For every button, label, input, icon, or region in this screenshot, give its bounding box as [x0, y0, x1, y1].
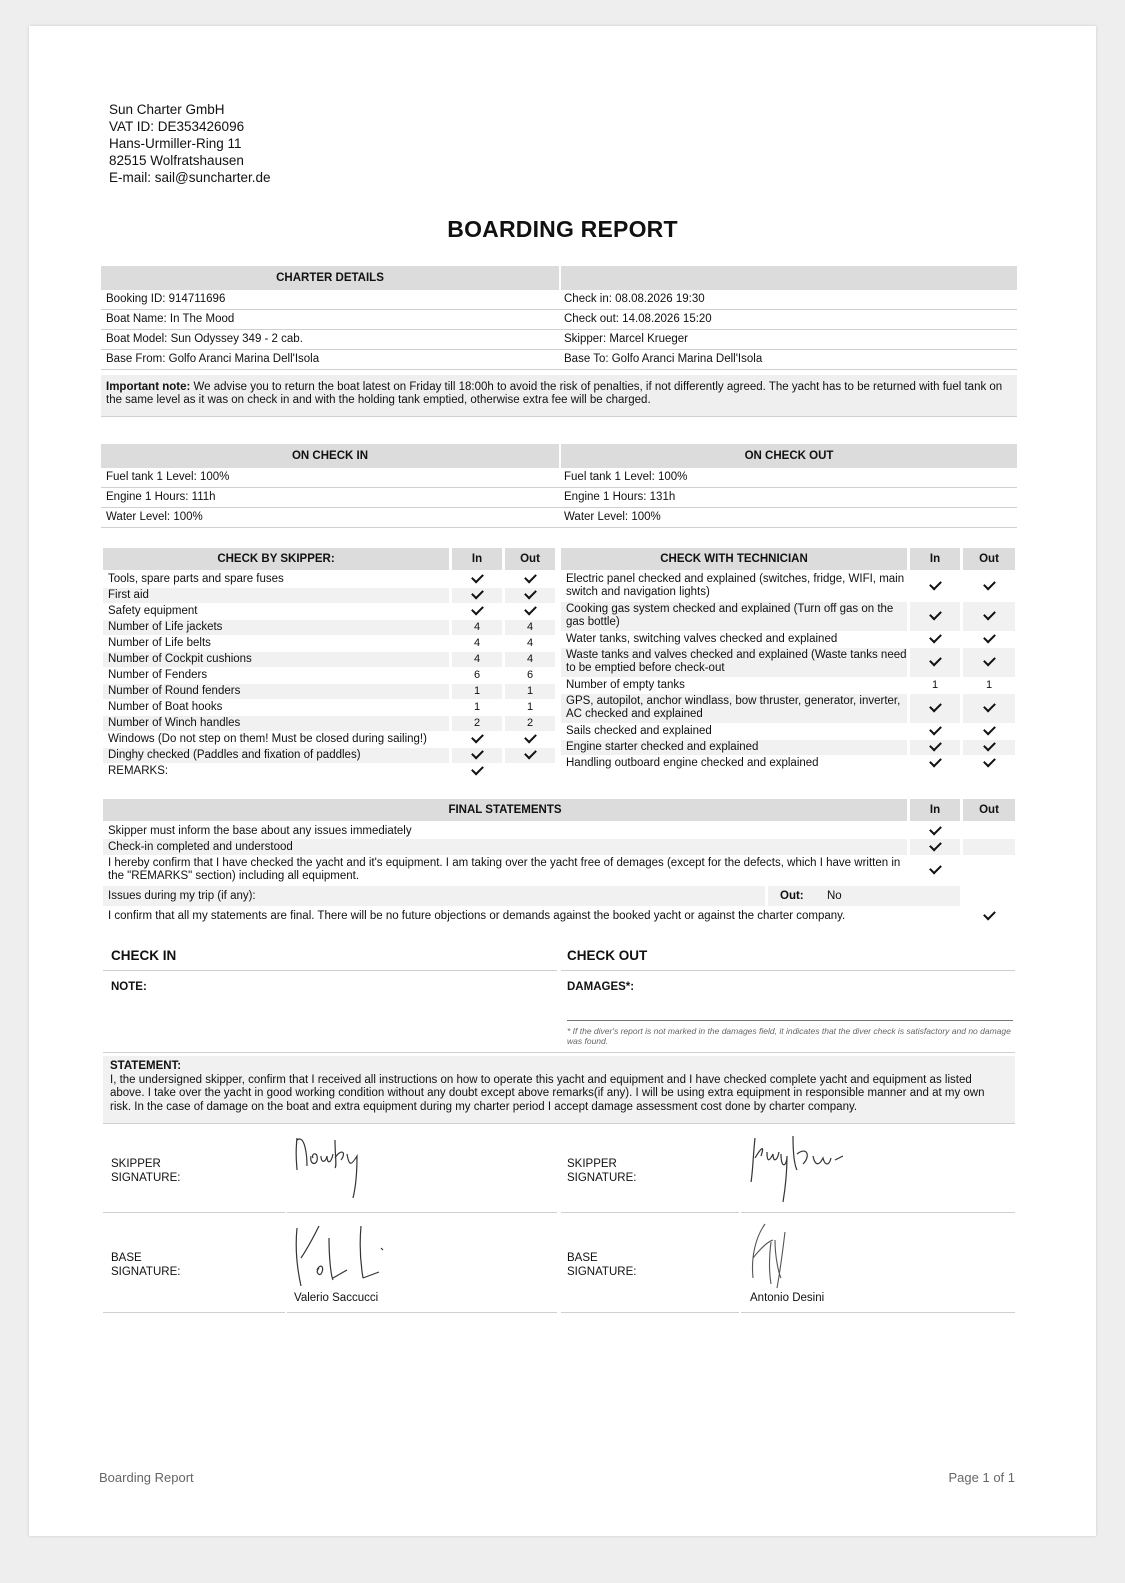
final-statement-1-in [910, 823, 960, 839]
footer-page-number: Page 1 of 1 [948, 1470, 1015, 1485]
check-row-out [505, 572, 555, 587]
check-row-in: 6 [473, 669, 481, 681]
check-icon [983, 908, 996, 921]
check-icon [983, 578, 996, 591]
check-row-label: Dinghy checked (Paddles and fixation of paddles) [103, 748, 449, 763]
skipper-signature-in-image [291, 1126, 381, 1206]
check-row-label: Sails checked and explained [566, 725, 712, 737]
check-row-out [963, 648, 1015, 677]
skipper-signature-label-line-1: SKIPPER [567, 1158, 617, 1170]
charter-details-heading-blank [561, 266, 1017, 290]
check-row-label: Tools, spare parts and spare fuses [108, 573, 284, 585]
base-signature-label-out [567, 1251, 636, 1279]
check-row-out: 1 [505, 684, 555, 699]
check-row-label: Number of Fenders [108, 669, 208, 681]
final-statement-4: I confirm that all my statements are final. There will be no future objections or demands against the booked yacht or against the charter company. [108, 910, 846, 922]
check-row-in [452, 588, 502, 603]
check-icon [524, 747, 537, 760]
check-icon [983, 654, 996, 667]
check-row-in [910, 724, 960, 739]
check-row-out [963, 632, 1015, 647]
report-page [29, 26, 1096, 1536]
company-name: Sun Charter GmbH [109, 102, 225, 117]
base-signature-out-image [745, 1218, 815, 1294]
divider [561, 970, 1015, 971]
base-signature-out-name: Antonio Desini [750, 1292, 825, 1304]
damages-line [567, 1020, 1013, 1021]
divider [741, 1312, 1015, 1313]
check-row-out [505, 748, 555, 763]
detail-row: Engine 1 Hours: 131h [559, 488, 1017, 508]
check-row-in [910, 632, 960, 647]
check-icon [929, 700, 942, 713]
final-col-in: In [910, 799, 960, 821]
technician-check-heading: CHECK WITH TECHNICIAN [561, 548, 907, 570]
check-row-out [505, 604, 555, 619]
check-icon [983, 631, 996, 644]
skipper-col-out: Out [505, 548, 555, 570]
statement-label: STATEMENT: [110, 1060, 182, 1072]
company-info [109, 101, 271, 186]
check-icon [929, 862, 942, 875]
skipper-signature-label-line-1: SKIPPER [111, 1158, 161, 1170]
check-row-in: 1 [473, 701, 481, 713]
check-icon [524, 571, 537, 584]
check-icon [471, 731, 484, 744]
skipper-signature-label-in [111, 1157, 180, 1185]
check-icon [929, 654, 942, 667]
check-row-out: 6 [526, 669, 534, 681]
skipper-col-in: In [452, 548, 502, 570]
check-in-section-title: CHECK IN [111, 948, 177, 963]
check-row-label: Number of Round fenders [103, 684, 449, 699]
base-signature-label-line-2: SIGNATURE: [567, 1266, 637, 1278]
divider [741, 1212, 1015, 1213]
check-row-label: Handling outboard engine checked and explained [566, 757, 819, 769]
divider [561, 1212, 739, 1213]
check-row-out [505, 764, 555, 779]
check-icon [929, 631, 942, 644]
check-icon [983, 755, 996, 768]
check-icon [983, 723, 996, 736]
check-icon [983, 700, 996, 713]
check-row-out [505, 732, 555, 747]
check-row-label: Number of Life jackets [103, 620, 449, 635]
check-icon [471, 603, 484, 616]
check-row-label: REMARKS: [108, 765, 169, 777]
check-row-label: Safety equipment [108, 605, 198, 617]
check-icon [929, 823, 942, 836]
check-icon [471, 763, 484, 776]
check-row-out [505, 588, 555, 603]
detail-row: Check in: 08.08.2026 19:30 [559, 290, 1017, 310]
check-row-in [910, 572, 960, 601]
important-note [101, 375, 1017, 417]
final-statement-2-out [963, 839, 1015, 855]
technician-col-in: In [910, 548, 960, 570]
check-row-in [452, 748, 502, 763]
check-icon [983, 608, 996, 621]
final-statement-2: Check-in completed and understood [103, 839, 907, 855]
check-icon [471, 747, 484, 760]
skipper-signature-label-line-2: SIGNATURE: [111, 1172, 181, 1184]
final-statements-heading: FINAL STATEMENTS [103, 799, 907, 821]
on-check-out-heading: ON CHECK OUT [561, 444, 1017, 468]
check-row-in: 2 [452, 716, 502, 731]
check-row-label: Number of Winch handles [103, 716, 449, 731]
detail-row: Water Level: 100% [559, 508, 1017, 528]
check-row-label: Number of Cockpit cushions [103, 652, 449, 667]
page-title: BOARDING REPORT [447, 216, 678, 242]
check-out-section-title: CHECK OUT [567, 948, 648, 963]
technician-col-out: Out [963, 548, 1015, 570]
check-row-label: Waste tanks and valves checked and explained (Waste tanks need to be emptied before check-out [561, 648, 907, 677]
final-statement-3-in [910, 855, 960, 885]
check-row-label: First aid [103, 588, 449, 603]
check-row-in [910, 602, 960, 631]
check-icon [983, 739, 996, 752]
important-note-text: We advise you to return the boat latest on Friday till 18:00h to avoid the risk of penalties, if not differently agreed. The yacht has to be returned with fuel tank on the same level as it was on check in and with the holding tank emptied, otherwise extra fee will be charged. [106, 381, 1003, 406]
check-row-in [452, 732, 502, 747]
check-icon [929, 755, 942, 768]
base-signature-label-in [111, 1251, 180, 1279]
statement-box [103, 1056, 1015, 1124]
check-icon [929, 578, 942, 591]
check-row-label: Electric panel checked and explained (switches, fridge, WIFI, main switch and navigation lights) [566, 573, 905, 598]
check-row-in: 4 [452, 652, 502, 667]
detail-row: Water Level: 100% [101, 508, 559, 528]
check-row-in [910, 756, 960, 771]
detail-row: Engine 1 Hours: 111h [101, 488, 559, 508]
check-icon [929, 739, 942, 752]
check-row-out: 1 [526, 701, 534, 713]
charter-details-heading: CHARTER DETAILS [101, 266, 559, 290]
base-signature-label-line-1: BASE [111, 1252, 142, 1264]
divider [103, 1052, 1015, 1053]
divider [103, 970, 557, 971]
check-icon [929, 723, 942, 736]
issues-out-label: Out: [780, 890, 804, 902]
on-check-in-heading: ON CHECK IN [101, 444, 559, 468]
check-row-label: Number of empty tanks [566, 679, 685, 691]
check-row-in [452, 764, 502, 779]
check-row-in [452, 604, 502, 619]
check-icon [524, 603, 537, 616]
check-row-out [963, 724, 1015, 739]
check-row-in [452, 572, 502, 587]
check-row-label: Number of Life belts [108, 637, 211, 649]
check-row-out: 4 [505, 620, 555, 635]
check-row-out [963, 602, 1015, 631]
note-label: NOTE: [111, 981, 147, 993]
check-row-label: Engine starter checked and explained [561, 740, 907, 755]
divider [103, 1312, 285, 1313]
issues-out-value: No [827, 890, 842, 902]
detail-row: Boat Model: Sun Odyssey 349 - 2 cab. [101, 330, 559, 350]
check-row-in: 4 [473, 637, 481, 649]
company-vat: VAT ID: DE353426096 [109, 119, 245, 134]
check-in-levels [101, 468, 559, 528]
check-icon [471, 587, 484, 600]
base-signature-label-line-1: BASE [567, 1252, 598, 1264]
divider [103, 1212, 285, 1213]
divider [561, 1312, 739, 1313]
detail-row: Booking ID: 914711696 [101, 290, 559, 310]
company-email: E-mail: sail@suncharter.de [109, 170, 271, 185]
detail-row: Base To: Golfo Aranci Marina Dell'Isola [559, 350, 1017, 370]
detail-row: Boat Name: In The Mood [101, 310, 559, 330]
check-row-label: Windows (Do not step on them! Must be closed during sailing!) [108, 733, 427, 745]
final-statement-4-out [963, 906, 1015, 926]
issues-during-trip-out [768, 886, 960, 906]
company-city: 82515 Wolfratshausen [109, 153, 244, 168]
check-row-label: Number of Boat hooks [108, 701, 223, 713]
check-row-in [910, 740, 960, 755]
divider [287, 1212, 557, 1213]
detail-row: Fuel tank 1 Level: 100% [559, 468, 1017, 488]
check-row-out [963, 572, 1015, 601]
check-row-out: 1 [985, 679, 993, 691]
base-signature-in-image [291, 1218, 391, 1294]
important-note-label: Important note: [106, 381, 191, 393]
check-row-label: Water tanks, switching valves checked and explained [566, 633, 838, 645]
check-row-out: 4 [526, 637, 534, 649]
base-signature-in-name: Valerio Saccucci [294, 1292, 379, 1304]
footer-title: Boarding Report [99, 1470, 194, 1485]
check-row-out [963, 694, 1015, 723]
check-row-out: 2 [505, 716, 555, 731]
check-row-in: 1 [931, 679, 939, 691]
check-icon [524, 587, 537, 600]
issues-during-trip-label: Issues during my trip (if any): [103, 886, 765, 906]
check-icon [929, 839, 942, 852]
check-row-label: Cooking gas system checked and explained (Turn off gas on the gas bottle) [561, 602, 907, 631]
check-out-levels [559, 468, 1017, 528]
final-col-out: Out [963, 799, 1015, 821]
company-street: Hans-Urmiller-Ring 11 [109, 136, 242, 151]
skipper-signature-label-out [567, 1157, 636, 1185]
detail-row: Skipper: Marcel Krueger [559, 330, 1017, 350]
check-row-in: 1 [452, 684, 502, 699]
check-row-out: 4 [505, 652, 555, 667]
check-row-label: GPS, autopilot, anchor windlass, bow thruster, generator, inverter, AC checked and explained [561, 694, 907, 723]
check-icon [471, 571, 484, 584]
check-row-in [910, 648, 960, 677]
final-statement-3: I hereby confirm that I have checked the yacht and it's equipment. I am taking over the yacht free of demages (except for the defects, which I have written in the "REMARKS" section) including all equipment. [108, 857, 901, 882]
damages-label: DAMAGES*: [567, 981, 635, 993]
skipper-check-heading: CHECK BY SKIPPER: [103, 548, 449, 570]
skipper-signature-label-line-2: SIGNATURE: [567, 1172, 637, 1184]
check-row-in: 4 [452, 620, 502, 635]
base-signature-label-line-2: SIGNATURE: [111, 1266, 181, 1278]
charter-details-left [101, 290, 559, 370]
statement-text: I, the undersigned skipper, confirm that I received all instructions on how to operate this yacht and equipment and I have checked complete yacht and equipment as listed above. I take over the yacht in good working condition without any doubt except above remarks(if any). I will be using extra equipment in responsible manner and at my own risk. In the case of damage on the boat and extra equipment during my charter period I accept damage assessment cost done by charter company. [110, 1073, 985, 1113]
damages-footnote: * If the diver's report is not marked in the damages field, it indicates that the diver check is satisfactory and no damage was found. [567, 1026, 1011, 1046]
final-statement-2-in [910, 839, 960, 855]
detail-row: Check out: 14.08.2026 15:20 [559, 310, 1017, 330]
final-statement-1: Skipper must inform the base about any issues immediately [108, 825, 412, 837]
check-row-out [963, 756, 1015, 771]
check-icon [524, 731, 537, 744]
detail-row: Base From: Golfo Aranci Marina Dell'Isola [101, 350, 559, 370]
detail-row: Fuel tank 1 Level: 100% [101, 468, 559, 488]
charter-details-right [559, 290, 1017, 370]
check-icon [929, 608, 942, 621]
skipper-signature-out-image [747, 1126, 857, 1206]
divider [287, 1312, 557, 1313]
check-row-in [910, 694, 960, 723]
check-row-out [963, 740, 1015, 755]
